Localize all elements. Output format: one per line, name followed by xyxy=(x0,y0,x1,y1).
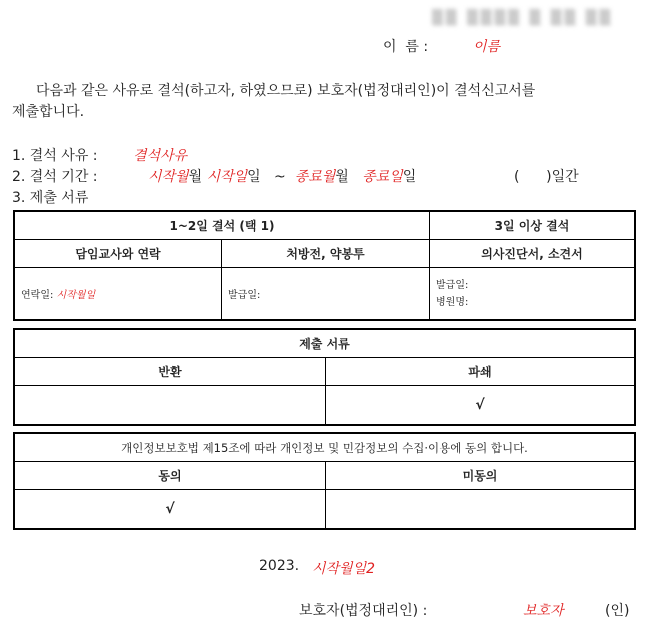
table2-col-discard: 파쇄 xyxy=(326,358,635,386)
contact-date-cell xyxy=(15,268,222,320)
seal-mark: (인) xyxy=(605,603,630,619)
month-suffix-2: 월 xyxy=(335,169,349,185)
name-value: 이름 xyxy=(473,39,501,55)
docs-label: 3. 제출 서류 xyxy=(12,190,89,206)
tilde: ~ xyxy=(274,169,286,185)
table2-title: 제출 서류 xyxy=(15,330,635,358)
disagree-cell xyxy=(326,490,635,529)
table1-head-right: 3일 이상 결석 xyxy=(430,212,635,240)
reason-value: 결석사유 xyxy=(133,148,188,164)
consent-grid xyxy=(14,433,635,529)
intro-line-2: 제출합니다. xyxy=(12,104,85,120)
table1-col-diagnosis: 의사진단서, 소견서 xyxy=(430,240,635,268)
start-day: 시작일 xyxy=(206,169,248,185)
guardian-value: 보호자 xyxy=(523,603,564,619)
contact-date-value: 시작월일 xyxy=(56,290,96,301)
table3-col-agree: 동의 xyxy=(15,462,326,490)
day-suffix: 일 xyxy=(247,169,261,185)
guardian-label: 보호자(법정대리인) : xyxy=(299,603,428,619)
discard-check: √ xyxy=(326,386,635,425)
table3-col-disagree: 미동의 xyxy=(326,462,635,490)
end-month: 종료월 xyxy=(294,169,336,185)
end-day: 종료일 xyxy=(362,169,403,185)
issue-date-label: 발급일: xyxy=(228,290,261,301)
hospital-name-label: 병원명: xyxy=(436,296,469,308)
redacted-text: ▒▒ ▒▒▒▒ ▒ ▒▒ ▒▒ xyxy=(432,10,614,26)
contact-date-label: 연락일: xyxy=(21,290,54,301)
table2-col-return: 반환 xyxy=(15,358,326,386)
footer-date: 시작월일2 xyxy=(312,561,376,577)
reason-label: 1. 결석 사유 : xyxy=(12,148,98,164)
table1-col-teacher: 담임교사와 연락 xyxy=(15,240,222,268)
return-cell xyxy=(15,386,326,425)
diagnosis-issue-label: 발급일: xyxy=(436,279,469,291)
intro-line-1: 다음과 같은 사유로 결석(하고자, 하였으므로) 보호자(법정대리인)이 결석신고서를 xyxy=(36,83,536,99)
issue-date-cell xyxy=(222,268,430,320)
table1-col-prescription: 처방전, 약봉투 xyxy=(222,240,430,268)
footer-year: 2023. xyxy=(259,558,300,574)
days-count: ( )일간 xyxy=(514,169,579,185)
day-suffix-2: 일 xyxy=(402,169,417,185)
period-label: 2. 결석 기간 : xyxy=(12,169,98,185)
absence-docs-grid xyxy=(14,211,635,320)
start-month: 시작월 xyxy=(148,169,189,185)
agree-check: √ xyxy=(15,490,326,529)
period-values xyxy=(148,166,416,186)
consent-notice: 개인정보보호법 제15조에 따라 개인정보 및 민감정보의 수집·이용에 동의 합니다. xyxy=(15,434,635,462)
diagnosis-cell xyxy=(430,268,635,320)
table1-head-left: 1~2일 결석 (택 1) xyxy=(15,212,430,240)
month-suffix: 월 xyxy=(188,169,203,185)
submission-docs-grid xyxy=(14,329,635,425)
name-label: 이 름 : xyxy=(383,39,429,55)
